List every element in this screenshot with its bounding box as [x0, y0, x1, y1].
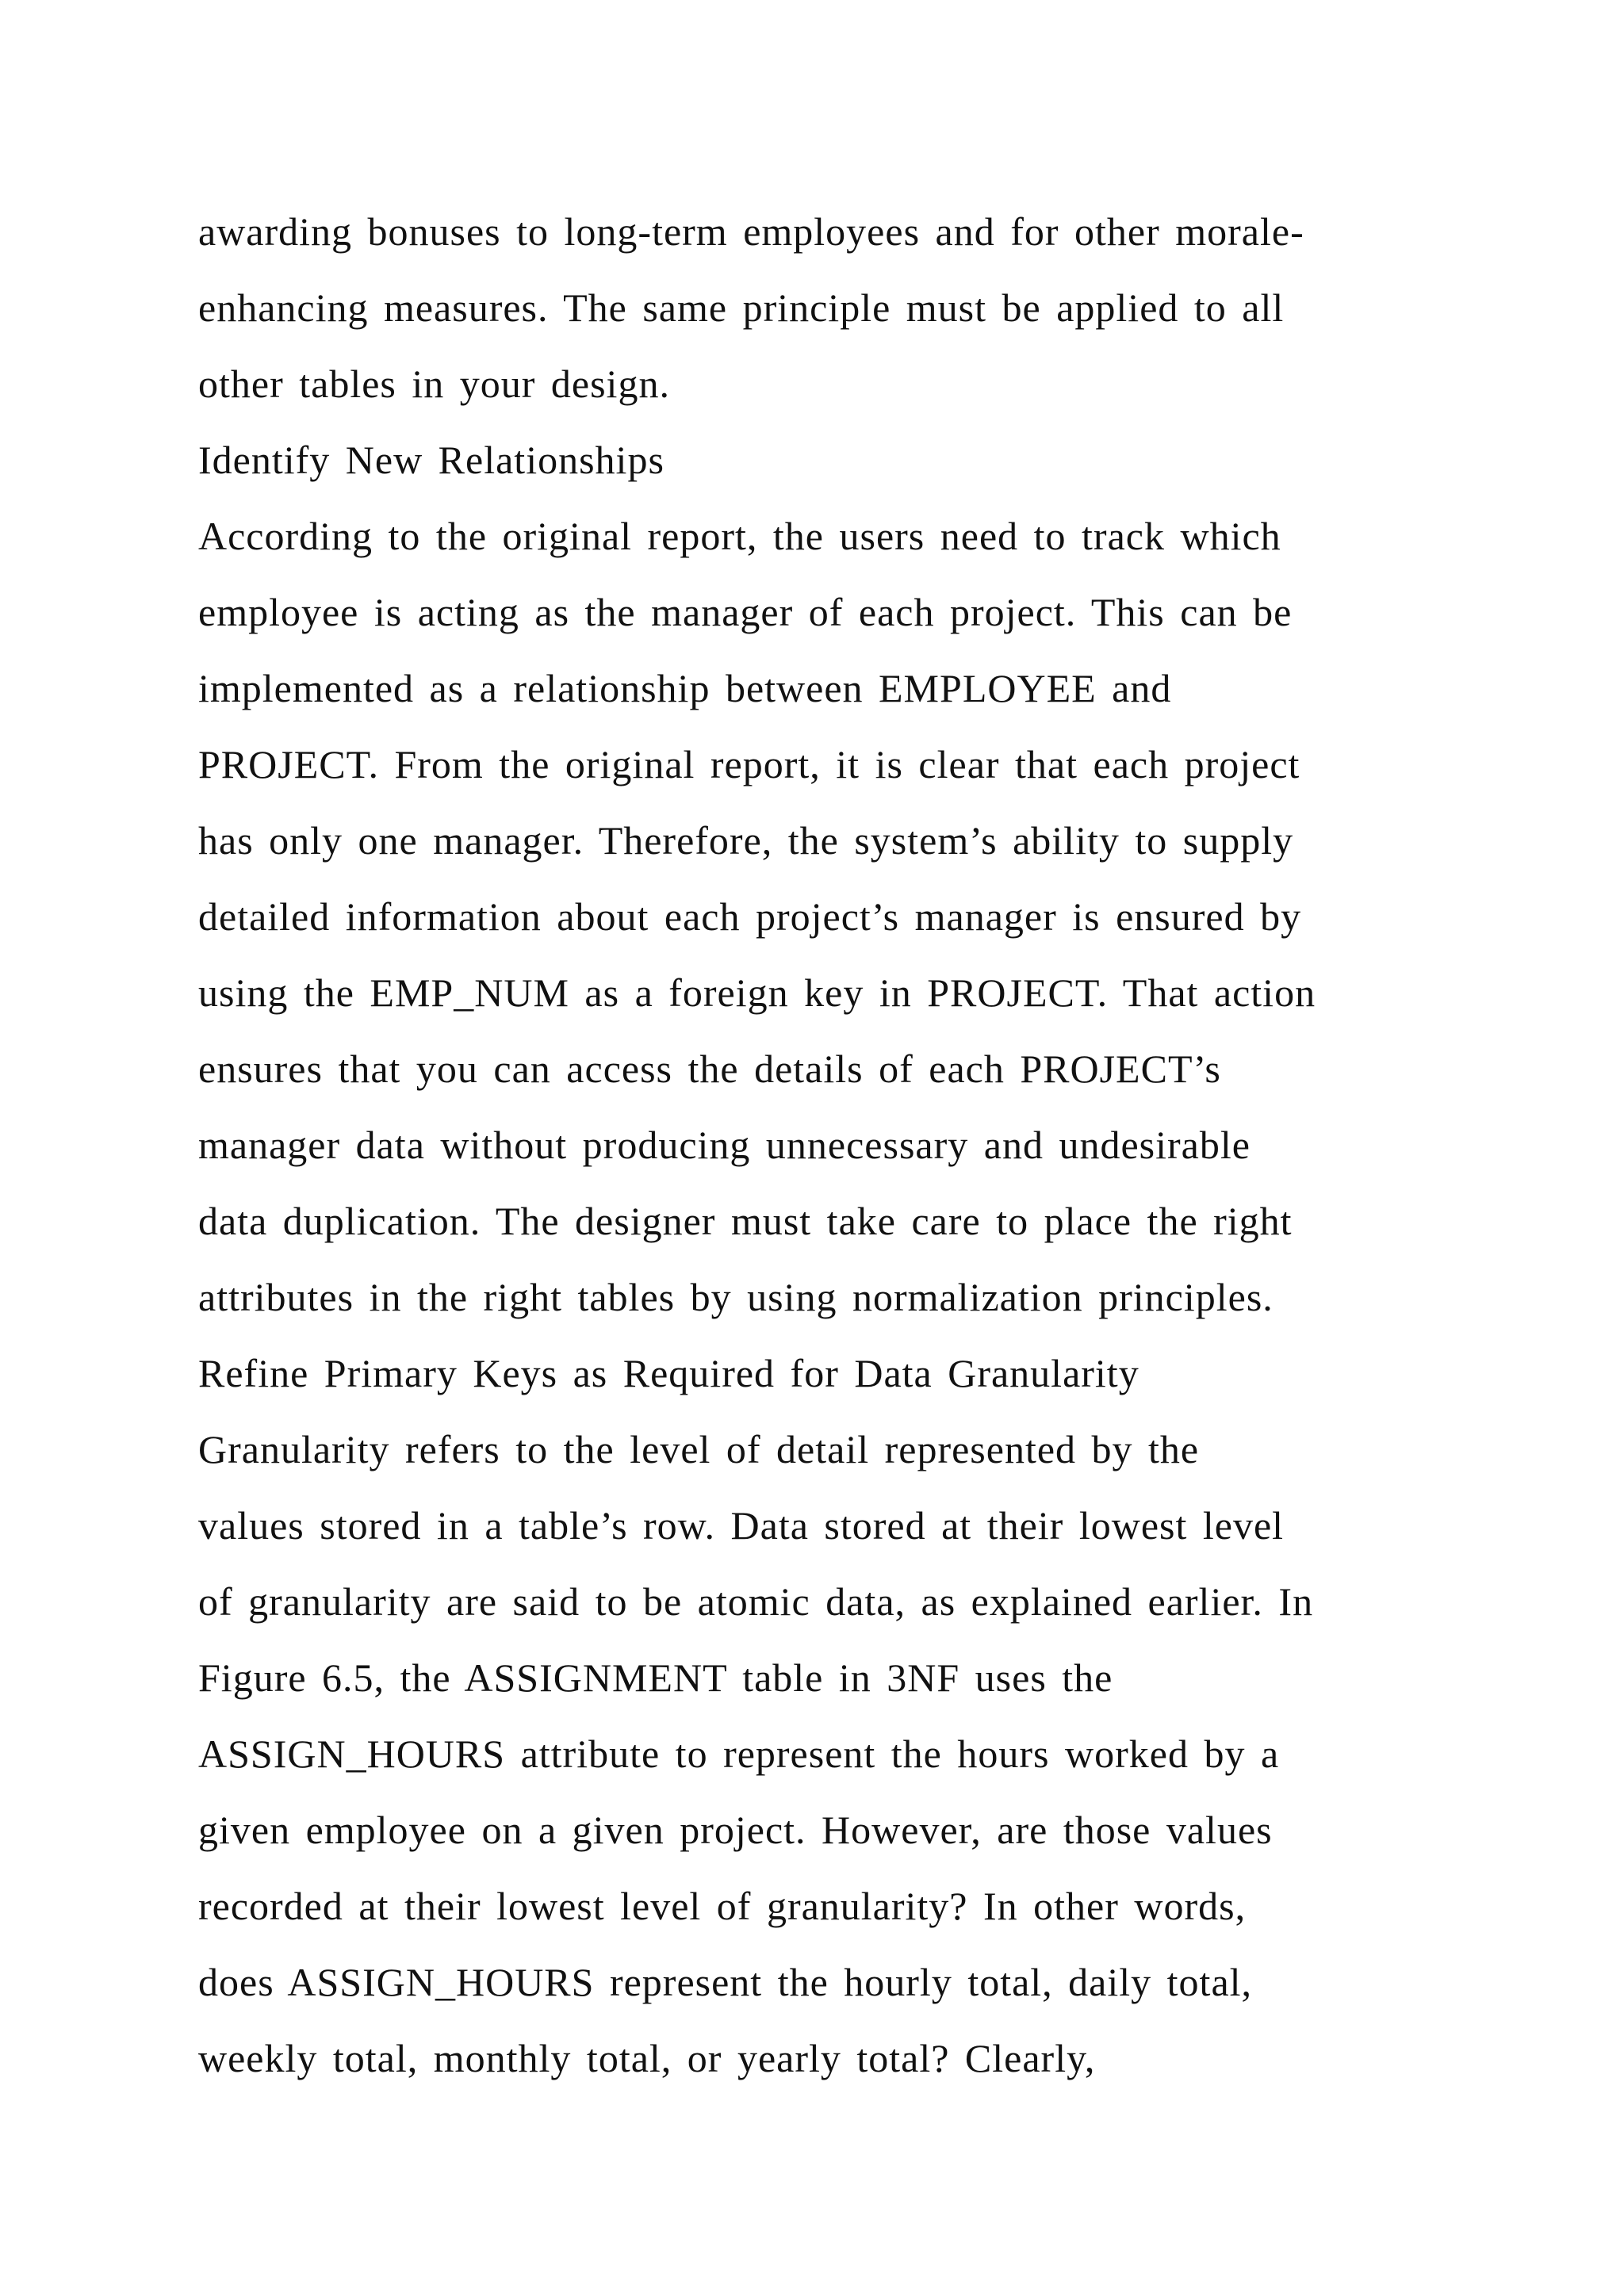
- text-line: awarding bonuses to long-term employees and for other morale-: [198, 209, 1304, 254]
- text-line: PROJECT. From the original report, it is clear that each project: [198, 742, 1300, 786]
- text-line: recorded at their lowest level of granularity? In other words,: [198, 1884, 1247, 1928]
- text-line: enhancing measures. The same principle must be applied to all: [198, 285, 1285, 330]
- text-line: given employee on a given project. However, are those values: [198, 1808, 1273, 1852]
- text-line: values stored in a table’s row. Data stored at their lowest level: [198, 1503, 1285, 1548]
- text-line: other tables in your design.: [198, 362, 670, 406]
- text-line: According to the original report, the users need to track which: [198, 514, 1281, 558]
- text-line: Granularity refers to the level of detail represented by the: [198, 1427, 1200, 1471]
- text-line: data duplication. The designer must take care to place the right: [198, 1199, 1293, 1243]
- text-line: attributes in the right tables by using normalization principles.: [198, 1275, 1274, 1319]
- text-line: implemented as a relationship between EMPLOYEE and: [198, 666, 1172, 710]
- document-body: [198, 193, 1530, 2096]
- text-line: detailed information about each project’s manager is ensured by: [198, 894, 1302, 939]
- text-line: of granularity are said to be atomic data, as explained earlier. In: [198, 1579, 1314, 1624]
- text-line: employee is acting as the manager of each project. This can be: [198, 590, 1293, 634]
- text-line: ASSIGN_HOURS attribute to represent the hours worked by a: [198, 1732, 1280, 1776]
- text-line: has only one manager. Therefore, the system’s ability to supply: [198, 818, 1294, 863]
- text-line: using the EMP_NUM as a foreign key in PROJECT. That action: [198, 970, 1316, 1015]
- section-heading: Refine Primary Keys as Required for Data Granularity: [198, 1351, 1139, 1395]
- text-line: manager data without producing unnecessary and undesirable: [198, 1123, 1251, 1167]
- text-line: does ASSIGN_HOURS represent the hourly total, daily total,: [198, 1960, 1253, 2004]
- text-line: weekly total, monthly total, or yearly total? Clearly,: [198, 2036, 1096, 2080]
- text-line: ensures that you can access the details of each PROJECT’s: [198, 1047, 1221, 1091]
- section-heading: Identify New Relationships: [198, 438, 665, 482]
- text-line: Figure 6.5, the ASSIGNMENT table in 3NF uses the: [198, 1655, 1113, 1700]
